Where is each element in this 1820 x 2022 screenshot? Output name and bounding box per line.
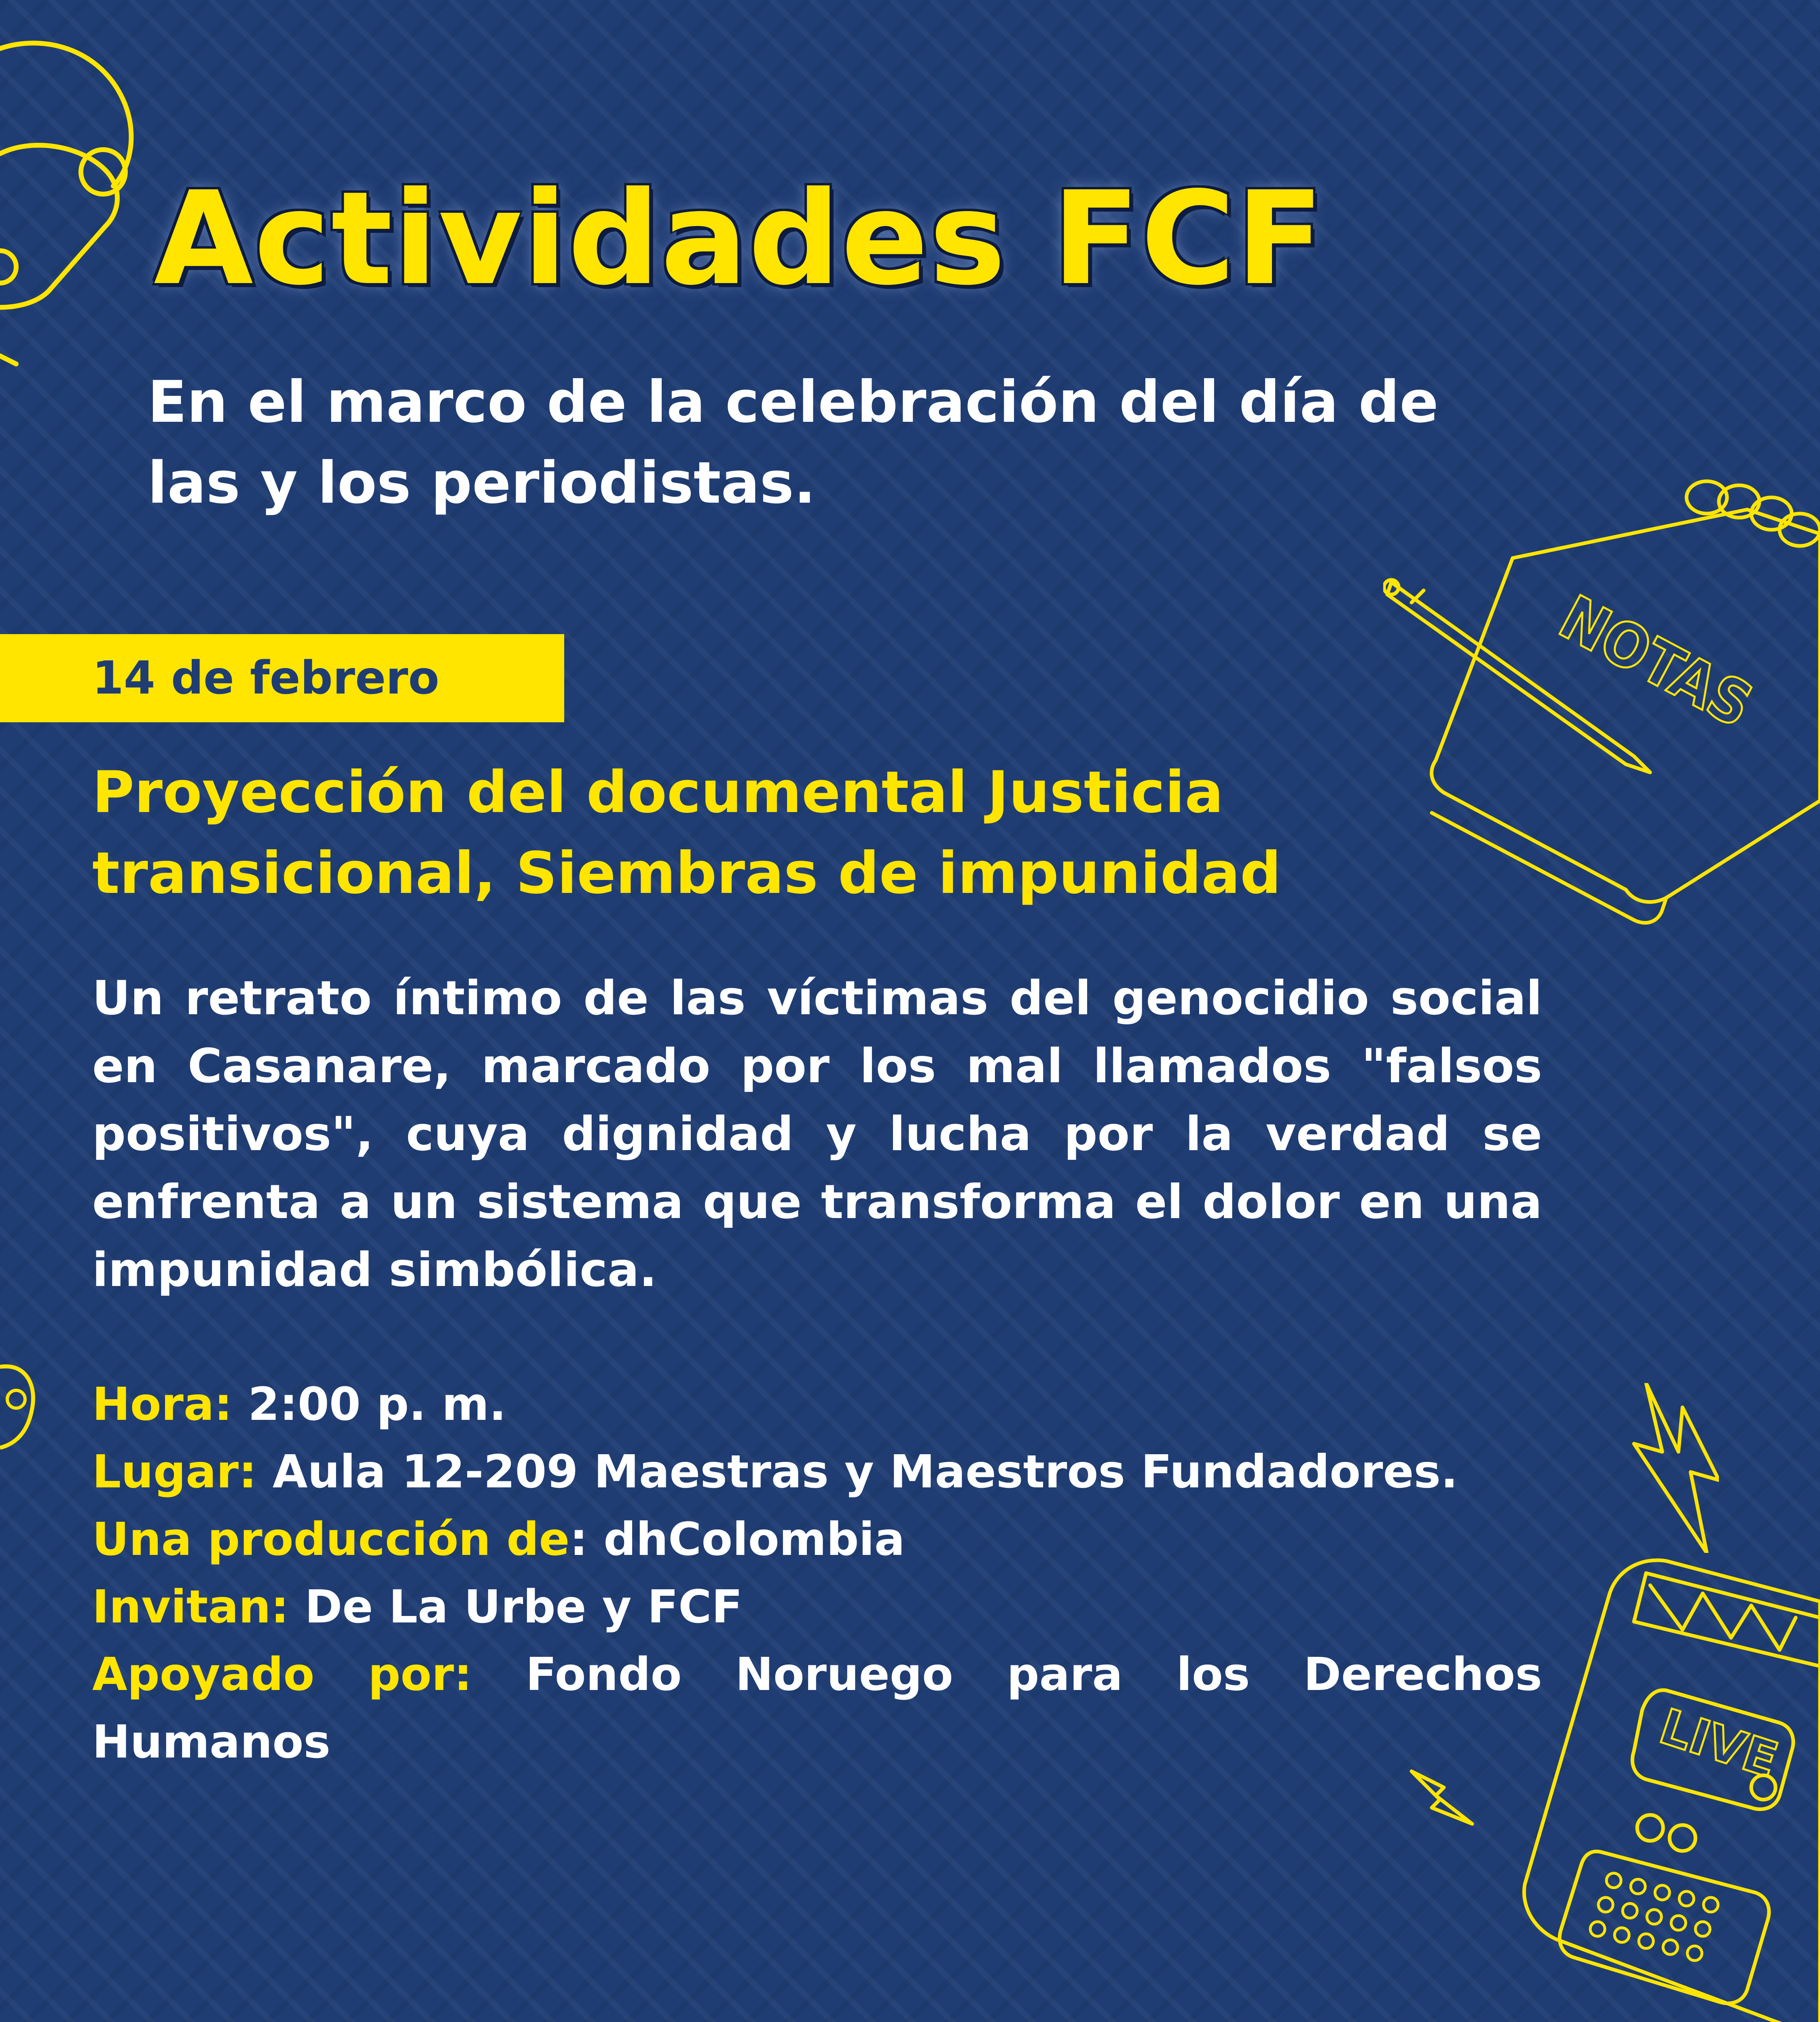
event-description: Un retrato íntimo de las víctimas del genocidio social en Casanare, marcado por los mal llamados "falsos positivos", cuya dignidad y lucha por la verdad se enfrenta a un sistema que transforma el dolor en una impunidad simbólica. bbox=[92, 971, 1542, 1297]
detail-invitan bbox=[92, 1574, 1542, 1641]
page-title: Actividades FCF bbox=[154, 164, 1325, 313]
hora-label: Hora: bbox=[92, 1378, 233, 1431]
lamp-doodle-icon bbox=[0, 0, 170, 388]
produccion-label: Una producción de bbox=[92, 1513, 570, 1566]
date-banner bbox=[0, 634, 564, 722]
notepad-label: NOTAS bbox=[1548, 582, 1764, 741]
event-title bbox=[92, 752, 1467, 914]
apoyo-value: Fondo Noruego para los Derechos bbox=[472, 1648, 1542, 1701]
subtitle-line-2: las y los periodistas. bbox=[148, 450, 816, 516]
apoyo-value-tail: Humanos bbox=[92, 1716, 331, 1768]
lightning-icon bbox=[1630, 1383, 1719, 1553]
event-date: 14 de febrero bbox=[92, 652, 440, 704]
lugar-value: Aula 12-209 Maestras y Maestros Fundadores. bbox=[256, 1446, 1458, 1498]
detail-apoyo bbox=[92, 1641, 1542, 1709]
invitan-value: De La Urbe y FCF bbox=[289, 1581, 743, 1633]
subtitle bbox=[148, 362, 1604, 524]
lugar-label: Lugar: bbox=[92, 1446, 257, 1498]
event-title-line-2: transicional, Siembras de impunidad bbox=[92, 840, 1281, 907]
recorder-label: LIVE bbox=[1653, 1698, 1784, 1789]
event-title-line-1: Proyección del documental Justicia bbox=[92, 759, 1224, 826]
recorder-doodle-icon bbox=[1513, 1537, 1820, 2022]
event-details bbox=[92, 1371, 1542, 1776]
detail-hora bbox=[92, 1371, 1542, 1438]
detail-lugar bbox=[92, 1438, 1542, 1506]
produccion-value: : dhColombia bbox=[569, 1513, 905, 1566]
hora-value: 2:00 p. m. bbox=[232, 1378, 506, 1431]
apoyo-label: Apoyado por: bbox=[92, 1648, 472, 1701]
left-edge-doodle-icon bbox=[0, 1359, 49, 1456]
detail-produccion bbox=[92, 1506, 1542, 1574]
subtitle-line-1: En el marco de la celebración del día de bbox=[148, 369, 1439, 436]
invitan-label: Invitan: bbox=[92, 1581, 289, 1633]
